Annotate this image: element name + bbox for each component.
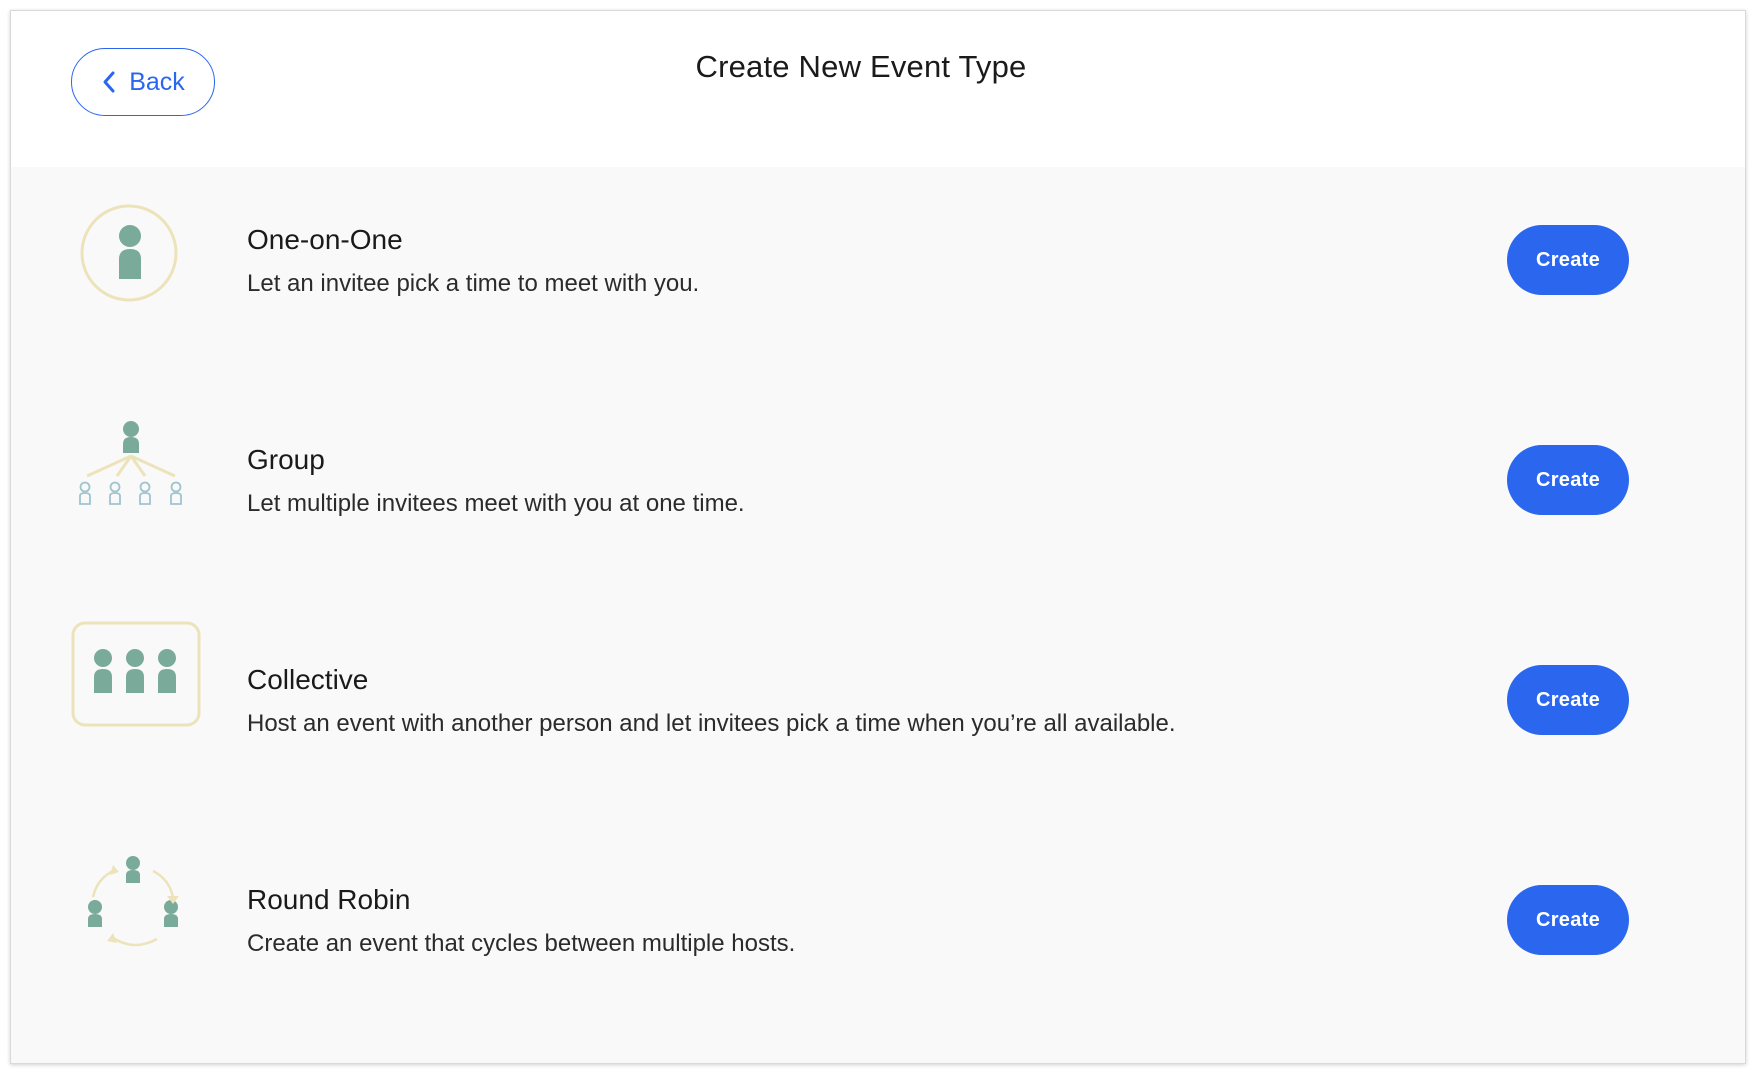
create-collective-button[interactable]: Create bbox=[1507, 665, 1629, 735]
back-button-label: Back bbox=[129, 67, 185, 96]
event-title: Round Robin bbox=[247, 884, 411, 915]
event-type-list bbox=[11, 167, 1745, 1064]
page-title: Create New Event Type bbox=[695, 49, 1027, 84]
create-group-button[interactable]: Create bbox=[1507, 445, 1629, 515]
page-header bbox=[11, 11, 1745, 167]
event-description: Create an event that cycles between multiple hosts. bbox=[247, 930, 796, 957]
event-title: One-on-One bbox=[247, 224, 403, 255]
round-robin-icon bbox=[69, 841, 209, 981]
event-type-round-robin bbox=[11, 827, 1745, 1047]
event-title: Group bbox=[247, 444, 325, 475]
app-window bbox=[10, 10, 1746, 1064]
event-description: Let an invitee pick a time to meet with you. bbox=[247, 270, 700, 297]
event-type-group bbox=[11, 387, 1745, 607]
event-description: Let multiple invitees meet with you at one time. bbox=[247, 490, 745, 517]
create-round-robin-button[interactable]: Create bbox=[1507, 885, 1629, 955]
event-title: Collective bbox=[247, 664, 369, 695]
one-on-one-icon bbox=[69, 201, 209, 341]
event-description: Host an event with another person and let invitees pick a time when you’re all available. bbox=[247, 710, 1176, 737]
group-icon bbox=[69, 401, 209, 541]
event-type-collective bbox=[11, 607, 1745, 827]
event-type-one-on-one bbox=[11, 167, 1745, 387]
collective-icon bbox=[69, 619, 209, 759]
create-one-on-one-button[interactable]: Create bbox=[1507, 225, 1629, 295]
